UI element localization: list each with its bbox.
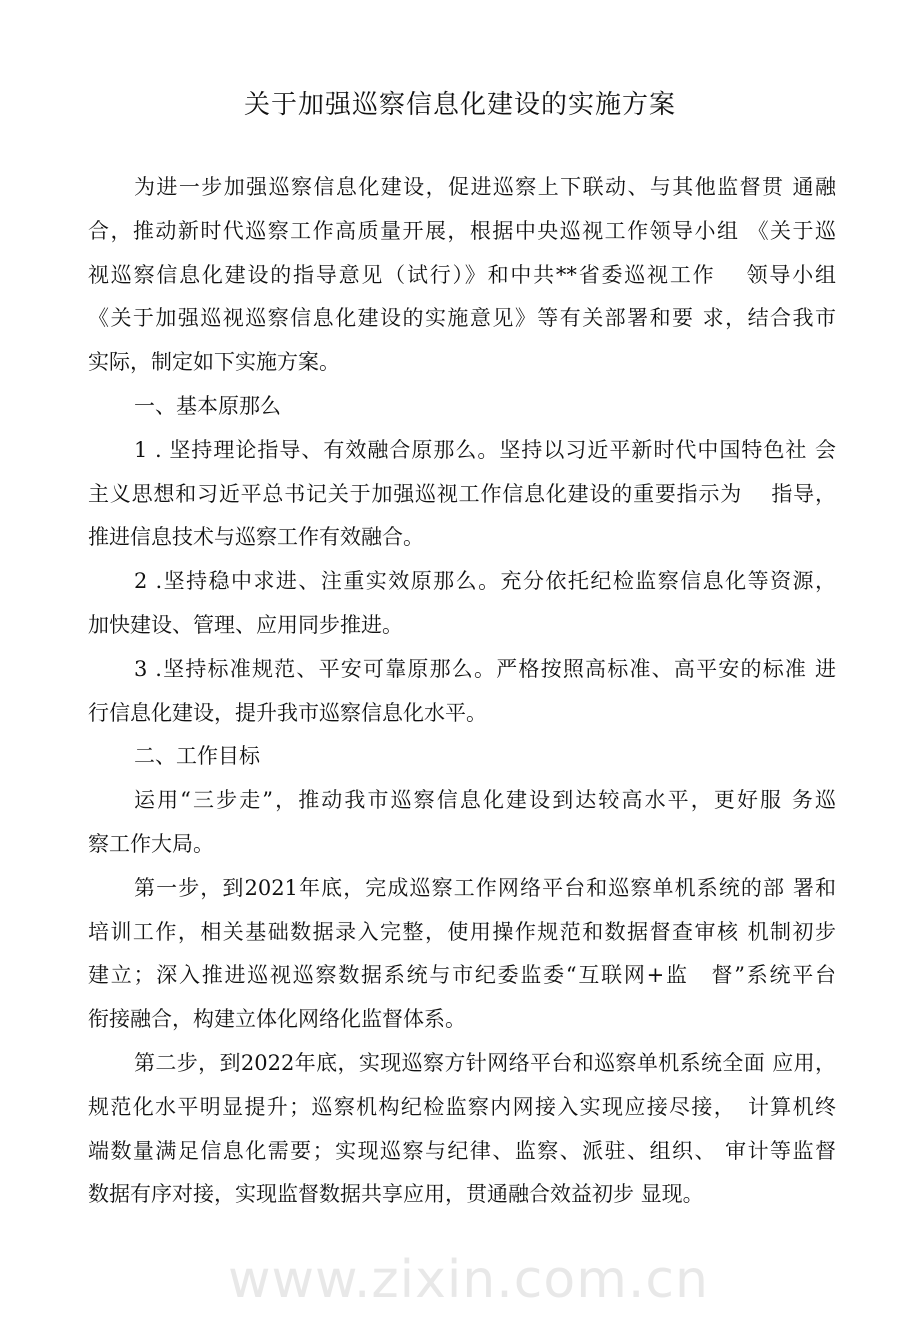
paragraph-line: 2 .坚持稳中求进、注重实效原那么。充分依托纪检监察信息化等资源， [134,569,836,594]
paragraph-line: 3 .坚持标准规范、平安可靠原那么。严格按照高标准、高平安的标准 进 [134,656,836,681]
paragraph-line: 建立；深入推进巡视巡察数据系统与市纪委监委“互联网+监 督”系统平台 [88,963,836,988]
paragraph-line: 察工作大局。 [88,831,214,856]
paragraph-line: 衔接融合，构建立体化网络化监督体系。 [88,1007,466,1032]
paragraph-line: 推进信息技术与巡察工作有效融合。 [88,525,424,550]
paragraph-line: 加快建设、管理、应用同步推进。 [88,612,403,637]
paragraph-line: 端数量满足信息化需要；实现巡察与纪律、监察、派驻、组织、 审计等监督 [88,1138,836,1163]
paragraph [88,648,836,736]
watermark: www.zixin.com.cn [228,1250,709,1310]
paragraph-line: 《关于加强巡视巡察信息化建设的实施意见》等有关部署和要 求，结合我市 [88,306,836,331]
paragraph-line: 视巡察信息化建设的指导意见（试行）》和中共**省委巡视工作 领导小组 [88,262,836,287]
paragraph-line: 二、工作目标 [134,744,260,769]
paragraph [88,385,836,429]
paragraph [88,1042,836,1217]
document-title: 关于加强巡察信息化建设的实施方案 [243,90,676,120]
paragraph [88,735,836,779]
paragraph [88,166,836,385]
paragraph-line: 规范化水平明显提升；巡察机构纪检监察内网接入实现应接尽接， 计算机终 [88,1094,836,1119]
document-body [88,166,836,1217]
paragraph [88,560,836,648]
paragraph-line: 培训工作，相关基础数据录入完整，使用操作规范和数据督查审核 机制初步 [88,919,836,944]
paragraph-line: 行信息化建设，提升我市巡察信息化水平。 [88,700,487,725]
paragraph-line: 合，推动新时代巡察工作高质量开展，根据中央巡视工作领导小组 《关于巡 [88,218,836,243]
paragraph [88,429,836,560]
paragraph [88,867,836,1042]
paragraph-line: 1 . 坚持理论指导、有效融合原那么。坚持以习近平新时代中国特色社 会 [134,437,836,462]
paragraph-line: 第一步，到2021年底，完成巡察工作网络平台和巡察单机系统的部 署和 [134,875,836,900]
paragraph-line: 数据有序对接，实现监督数据共享应用，贯通融合效益初步 显现。 [88,1182,704,1207]
paragraph-line: 一、基本原那么 [134,393,281,418]
paragraph-line: 第二步，到2022年底，实现巡察方针网络平台和巡察单机系统全面 应用， [134,1050,836,1075]
paragraph-line: 主义思想和习近平总书记关于加强巡视工作信息化建设的重要指示为 指导， [88,481,836,506]
paragraph [88,779,836,867]
paragraph-line: 为进一步加强巡察信息化建设，促进巡察上下联动、与其他监督贯 通融 [134,175,836,199]
paragraph-line: 运用“三步走”，推动我市巡察信息化建设到达较高水平，更好服 务巡 [134,788,836,813]
paragraph-line: 实际，制定如下实施方案。 [88,350,340,375]
